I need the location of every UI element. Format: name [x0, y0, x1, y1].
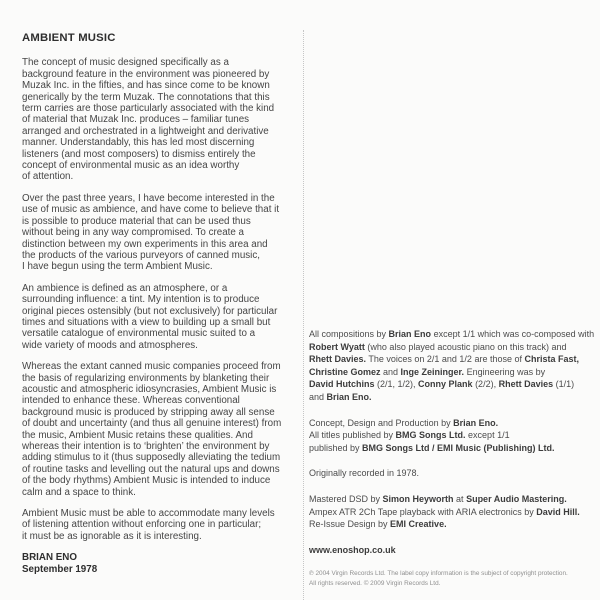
text-line: ℗ 2004 Virgin Records Ltd. The label copy information is the subject of copyright protection.: [309, 570, 568, 578]
text-line: of attention.: [22, 171, 74, 183]
essay-paragraph: [22, 57, 300, 182]
credit-name: Christa Fast,: [524, 354, 579, 365]
text-line: is possible to produce material that can be used thus: [22, 215, 251, 227]
text-line: [309, 417, 597, 430]
text-line: use of music as ambience, and have come to believe that it: [22, 204, 280, 216]
credit-name: Inge Zeininger.: [400, 366, 465, 377]
credit-text: Mastered DSD by: [309, 493, 383, 504]
credit-name: Brian Eno: [388, 329, 432, 339]
text-line: generically by the term Muzak. The connotations that this: [22, 91, 270, 103]
text-line: Whereas the extant canned music companies proceed from: [22, 361, 281, 373]
text-line: [309, 366, 597, 379]
credit-name: Rhett Davies.: [309, 354, 367, 365]
text-line: I have begun using the term Ambient Music.: [22, 261, 213, 273]
text-line: it must be as ignorable as it is interesting.: [22, 530, 202, 542]
credit-name: EMI Creative.: [390, 519, 447, 530]
credit-name: BMG Songs Ltd.: [395, 430, 466, 441]
text-line: Muzak Inc. in the fifties, and has since come to be known: [22, 80, 270, 92]
credit-name: Brian Eno.: [326, 391, 372, 402]
essay-paragraph: [22, 283, 300, 351]
essay-title: AMBIENT MUSIC: [22, 32, 116, 44]
credit-name: Simon Heyworth: [382, 493, 454, 504]
credit-text: Engineering was by: [464, 366, 546, 377]
credit-name: www.enoshop.co.uk: [309, 544, 396, 555]
text-line: whereas their intention is to ‘brighten’ the environment by: [22, 441, 270, 452]
text-line: [309, 493, 597, 506]
text-line: surrounding influence: a tint. My intention is to produce: [22, 294, 260, 306]
credit-text: (who also played acoustic piano on this track) and: [364, 341, 567, 352]
legal-notice: [309, 569, 597, 588]
text-line: intended to enhance these. Whereas conventional: [22, 395, 240, 407]
text-line: of listening attention without enforcing one in particular;: [22, 519, 262, 531]
essay-paragraph: [22, 361, 300, 498]
credits-column: [309, 328, 597, 588]
text-line: times and situations with a view to building up a small but: [22, 316, 271, 328]
essay-paragraph: [22, 193, 300, 273]
credit-text: and: [380, 366, 401, 377]
signature-block: [22, 552, 300, 575]
text-line: the products of the various purveyors of canned music,: [22, 249, 260, 261]
text-line: manner. Understandably, this has led most discerning: [22, 137, 255, 149]
credit-name: David Hill.: [536, 506, 580, 517]
text-line: The concept of music designed specifically as a: [22, 57, 229, 69]
credit-text: Re-Issue Design by: [309, 519, 391, 530]
text-line: versatile catalogue of environmental music suited to a: [22, 328, 256, 340]
credits-mastering: [309, 493, 597, 531]
text-line: calm and a space to think.: [22, 486, 136, 498]
text-line: adding stimulus to it (thus supposedly alleviating the tedium: [22, 452, 281, 464]
credit-text: Concept, Design and Production by: [309, 417, 454, 428]
credit-text: and: [309, 391, 327, 402]
text-line: distinction between my own experiments in this area and: [22, 238, 268, 250]
text-line: [309, 328, 597, 341]
text-line: the music, Ambient Music retains these qualities. And: [22, 429, 253, 441]
text-line: [309, 391, 597, 404]
credit-name: Robert Wyatt: [309, 341, 365, 352]
text-line: [309, 544, 597, 557]
text-line: acoustic and atmospheric idiosyncrasies, Ambient Music is: [22, 383, 277, 395]
credit-text: except 1/1 which was co-composed with: [431, 329, 595, 339]
credit-text: The voices on 2/1 and 1/2 are those of: [366, 354, 525, 365]
credit-name: Super Audio Mastering.: [466, 493, 567, 504]
text-line: listeners (and most composers) to dismiss entirely the: [22, 148, 256, 160]
text-line: An ambience is defined as an atmosphere, or a: [22, 282, 228, 294]
credit-text: published by: [309, 442, 363, 453]
essay-column: [22, 33, 300, 575]
text-line: concept of environmental music as an idea worthy: [22, 160, 240, 172]
text-line: term carries are those particularly associated with the kind: [22, 103, 275, 115]
text-line: background feature in the environment was pioneered by: [22, 68, 270, 80]
text-line: [309, 341, 597, 354]
text-line: wide variety of moods and atmospheres.: [22, 339, 198, 351]
signature-name: BRIAN ENO: [22, 552, 77, 564]
credits-recording-date: [309, 467, 597, 480]
credit-text: All titles published by: [309, 430, 396, 441]
credits-performers: [309, 328, 597, 404]
essay-paragraph: [22, 508, 300, 542]
text-line: Ambient Music must be able to accommodate many levels: [22, 508, 275, 520]
text-line: of routine tasks and levelling out the natural ups and downs: [22, 463, 280, 475]
credit-name: David Hutchins: [309, 379, 375, 390]
text-line: [309, 518, 597, 531]
text-line: the basis of regularizing environments by blanketing their: [22, 372, 270, 384]
credit-text: (2/1, 1/2),: [374, 379, 419, 390]
credit-name: Christine Gomez: [309, 366, 381, 377]
text-line: [309, 353, 597, 366]
fold-divider-line: [303, 30, 304, 600]
text-line: [309, 378, 597, 391]
text-line: background music is produced by stripping away all sense: [22, 406, 275, 418]
credit-text: except 1/1: [465, 430, 510, 441]
text-line: of material that Muzak Inc. produces – familiar tunes: [22, 114, 250, 126]
text-line: without being in any way compromised. To create a: [22, 227, 244, 239]
credit-text: (2/2),: [472, 379, 499, 390]
text-line: of doubt and uncertainty (and thus all genuine interest) from: [22, 418, 282, 430]
credit-name: BMG Songs Ltd / EMI Music (Publishing) Ltd.: [362, 442, 555, 453]
text-line: [309, 442, 597, 455]
credit-name: Rhett Davies: [498, 379, 554, 390]
credit-name: Conny Plank: [418, 379, 473, 390]
text-line: original pieces ostensibly (but not exclusively) for particular: [22, 305, 278, 317]
text-line: [309, 467, 597, 480]
text-line: All rights reserved. © 2009 Virgin Records Ltd.: [309, 579, 441, 587]
credit-text: Ampex ATR 2Ch Tape playback with ARIA electronics by: [309, 506, 537, 517]
credit-name: Brian Eno.: [453, 417, 499, 428]
credit-text: Originally recorded in 1978.: [309, 468, 420, 479]
credits-production: [309, 417, 597, 455]
credit-text: All compositions by: [309, 329, 389, 339]
text-line: [309, 506, 597, 519]
text-line: Over the past three years, I have become interested in the: [22, 192, 275, 204]
text-line: [309, 429, 597, 442]
text-line: of the body rhythms) Ambient Music is intended to induce: [22, 475, 271, 487]
credit-text: at: [453, 493, 467, 504]
credit-text: (1/1): [553, 379, 575, 390]
website-url: [309, 544, 597, 557]
text-line: arranged and orchestrated in a lightweight and derivative: [22, 125, 269, 137]
signature-date: September 1978: [22, 563, 98, 575]
